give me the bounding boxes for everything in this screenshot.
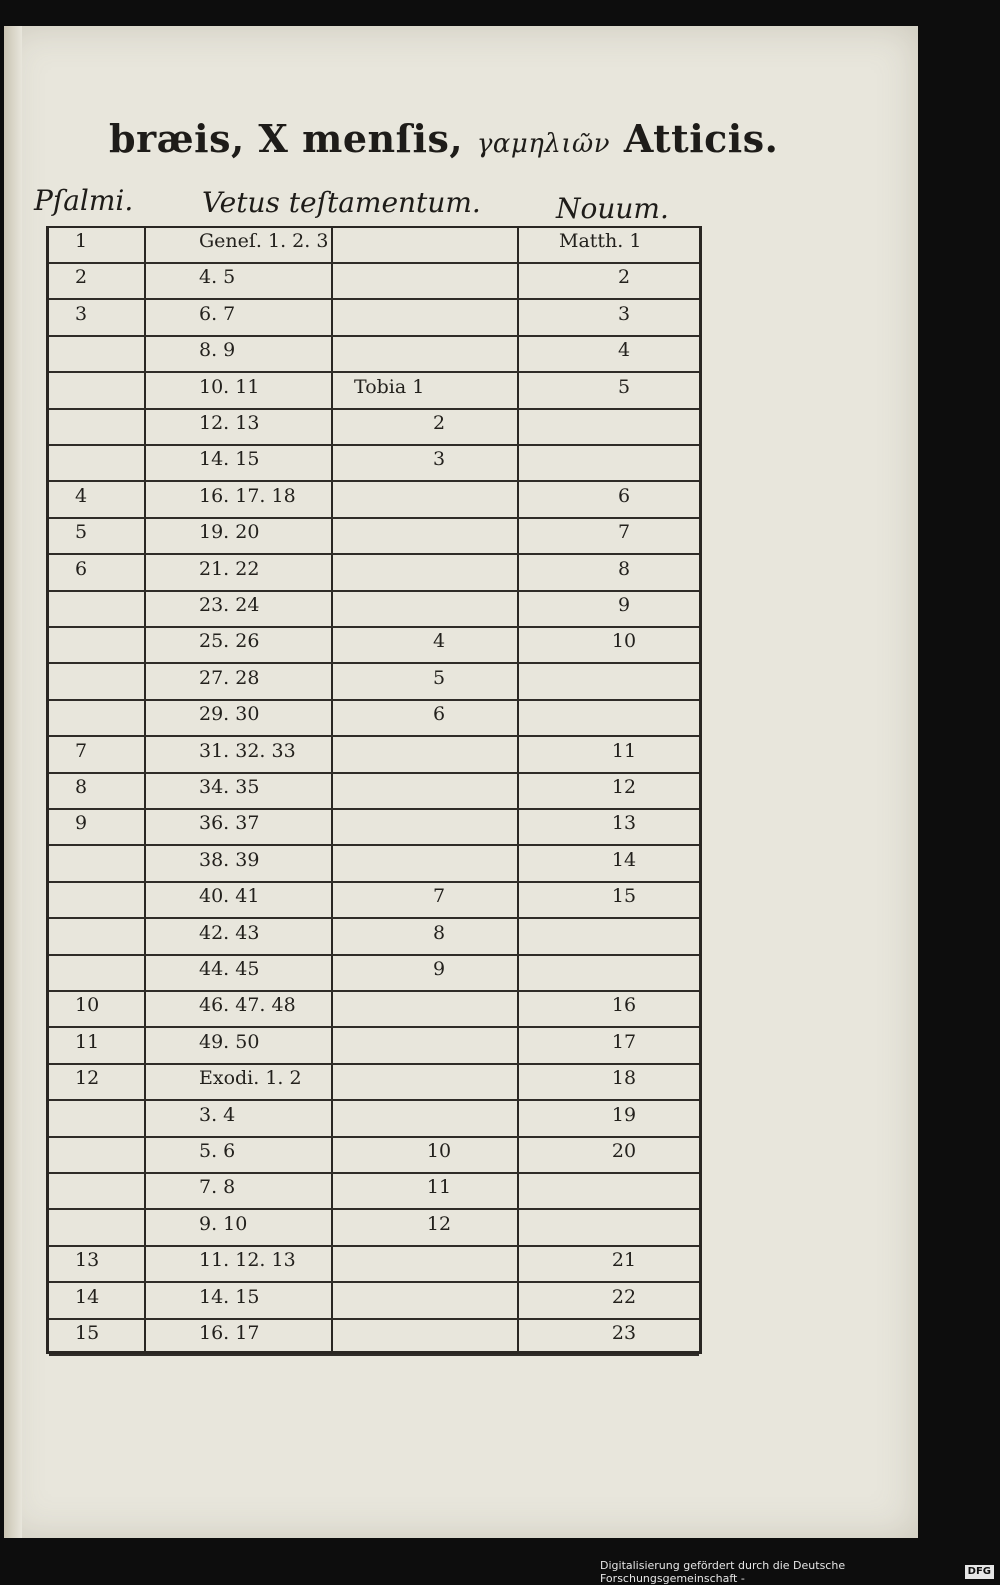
table-row [49,1282,699,1320]
cell-apocrypha: 9 [432,958,446,980]
cell-vetus-testamentum: Geneſ. 1. 2. 3 [199,230,329,252]
table-row [49,881,699,919]
cell-apocrypha: 6 [432,703,446,726]
cell-nouum: 6 [617,484,631,507]
cell-vetus-testamentum: 49. 50 [199,1030,260,1053]
table-row [49,481,699,519]
table-row [49,372,699,410]
cell-nouum: 11 [611,739,637,762]
cell-apocrypha: Tobia 1 [354,375,425,398]
table-row [49,517,699,555]
table-row [49,1063,699,1101]
table-row [49,626,699,664]
table-row [49,1245,699,1283]
cell-psalmi: 10 [75,994,100,1017]
cell-apocrypha: 8 [432,921,446,944]
heading-part-2: Atticis. [623,116,779,161]
cell-vetus-testamentum: 36. 37 [199,812,260,835]
cell-vetus-testamentum: 29. 30 [199,703,260,726]
table-row [49,845,699,883]
column-header-vetus: Vetus teſtamentum. [202,186,481,219]
cell-nouum: 2 [617,266,631,289]
cell-vetus-testamentum: 16. 17. 18 [199,484,296,507]
table-row [49,1318,699,1356]
table-row [49,808,699,846]
cell-vetus-testamentum: 23. 24 [199,594,260,616]
table-row [49,1027,699,1065]
dfg-logo: DFG [965,1565,994,1579]
cell-vetus-testamentum: 12. 13 [199,412,260,434]
cell-apocrypha: 10 [426,1140,452,1162]
cell-nouum: 8 [617,557,631,580]
cell-nouum: 18 [611,1067,637,1090]
cell-nouum: 23 [611,1322,637,1344]
cell-vetus-testamentum: 19. 20 [199,521,260,544]
cell-psalmi: 7 [75,739,88,762]
heading-part-1: bræis, X menſis, [109,116,464,161]
cell-vetus-testamentum: 38. 39 [199,848,260,871]
cell-nouum: 12 [611,776,637,798]
cell-psalmi: 13 [75,1249,100,1272]
table-row [49,1100,699,1138]
table-row [49,736,699,774]
cell-vetus-testamentum: 14. 15 [199,448,260,471]
cell-nouum: Matth. 1 [559,230,642,252]
page-heading [109,116,779,176]
reading-table [46,226,702,1354]
cell-vetus-testamentum: 42. 43 [199,921,260,944]
cell-vetus-testamentum: 11. 12. 13 [199,1249,296,1272]
cell-psalmi: 5 [75,521,88,544]
cell-nouum: 15 [611,885,637,908]
cell-psalmi: 4 [75,484,88,507]
table-row [49,1136,699,1174]
cell-apocrypha: 4 [432,630,446,653]
cell-nouum: 22 [611,1285,637,1308]
cell-nouum: 3 [617,302,631,325]
cell-vetus-testamentum: 44. 45 [199,958,260,980]
cell-vetus-testamentum: 21. 22 [199,557,260,580]
table-row [49,444,699,482]
footer-text: Digitalisierung gefördert durch die Deutsche Forschungsgemeinschaft - [600,1559,846,1585]
table-row [49,299,699,337]
cell-psalmi: 3 [75,302,88,325]
cell-psalmi: 1 [75,230,88,252]
table-row [49,954,699,992]
cell-nouum: 13 [611,812,637,835]
cell-psalmi: 12 [75,1067,100,1090]
cell-nouum: 20 [611,1140,637,1162]
column-header-psalmi: Pſalmi. [34,184,134,217]
cell-vetus-testamentum: 3. 4 [199,1103,236,1126]
table-row [49,590,699,628]
cell-nouum: 16 [611,994,637,1017]
table-row [49,262,699,300]
cell-psalmi: 15 [75,1322,100,1344]
cell-vetus-testamentum: 40. 41 [199,885,260,908]
digitization-footer [600,1559,1000,1585]
cell-apocrypha: 7 [432,885,446,908]
cell-nouum: 14 [611,848,637,871]
cell-apocrypha: 3 [432,448,446,471]
cell-vetus-testamentum: 16. 17 [199,1322,260,1344]
table-row [49,1172,699,1210]
cell-vetus-testamentum: Exodi. 1. 2 [199,1067,302,1090]
table-row [49,408,699,446]
cell-vetus-testamentum: 25. 26 [199,630,260,653]
cell-vetus-testamentum: 34. 35 [199,776,260,798]
cell-nouum: 19 [611,1103,637,1126]
cell-vetus-testamentum: 6. 7 [199,302,236,325]
book-page [4,26,918,1538]
cell-psalmi: 6 [75,557,88,580]
table-row [49,699,699,737]
table-row [49,554,699,592]
cell-vetus-testamentum: 31. 32. 33 [199,739,296,762]
cell-nouum: 21 [611,1249,637,1272]
table-row [49,663,699,701]
cell-apocrypha: 12 [426,1212,452,1235]
table-row [49,990,699,1028]
cell-apocrypha: 11 [426,1176,452,1199]
cell-psalmi: 8 [75,776,88,798]
table-row [49,226,699,264]
cell-vetus-testamentum: 46. 47. 48 [199,994,296,1017]
table-row [49,1209,699,1247]
column-header-nouum: Nouum. [556,192,669,225]
cell-psalmi: 9 [75,812,88,835]
cell-vetus-testamentum: 9. 10 [199,1212,248,1235]
cell-nouum: 9 [617,594,631,616]
cell-vetus-testamentum: 5. 6 [199,1140,236,1162]
table-row [49,335,699,373]
cell-nouum: 17 [611,1030,637,1053]
cell-psalmi: 11 [75,1030,100,1053]
cell-vetus-testamentum: 10. 11 [199,375,260,398]
cell-nouum: 5 [617,375,631,398]
page-spine-shadow [4,26,22,1538]
cell-apocrypha: 5 [432,666,446,689]
cell-vetus-testamentum: 8. 9 [199,339,236,362]
cell-apocrypha: 2 [432,412,446,434]
cell-nouum: 10 [611,630,637,653]
cell-vetus-testamentum: 14. 15 [199,1285,260,1308]
table-row [49,772,699,810]
cell-vetus-testamentum: 7. 8 [199,1176,236,1199]
cell-nouum: 4 [617,339,631,362]
cell-psalmi: 2 [75,266,88,289]
cell-nouum: 7 [617,521,631,544]
cell-vetus-testamentum: 4. 5 [199,266,236,289]
cell-vetus-testamentum: 27. 28 [199,666,260,689]
heading-greek: γαμηλιῶν [476,129,611,159]
cell-psalmi: 14 [75,1285,100,1308]
table-row [49,918,699,956]
